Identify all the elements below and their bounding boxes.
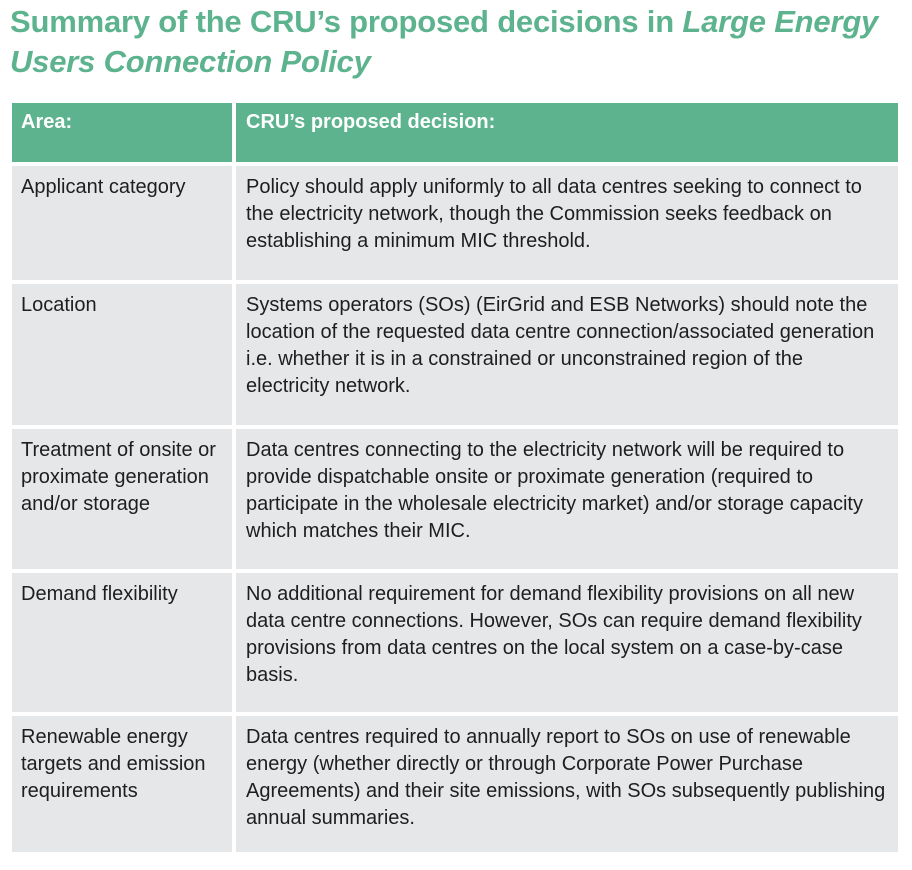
- area-cell: Demand flexibility: [12, 571, 234, 714]
- table-header-row: [12, 103, 898, 164]
- decision-cell: No additional requirement for demand flexibility provisions on all new data centre connections. However, SOs can require demand flexibility provisions from data centres on the local system on a case-by-case basis.: [234, 571, 898, 714]
- area-cell: Treatment of onsite or proximate generation and/or storage: [12, 427, 234, 571]
- title-text: Summary of the CRU’s proposed decisions in: [10, 4, 683, 39]
- table-row: [12, 282, 898, 427]
- decisions-table: [12, 103, 898, 852]
- page-title: [10, 2, 900, 82]
- decision-cell: Policy should apply uniformly to all data centres seeking to connect to the electricity network, though the Commission seeks feedback on establishing a minimum MIC threshold.: [234, 164, 898, 282]
- table-row: [12, 571, 898, 714]
- table-row: [12, 164, 898, 282]
- decision-cell: Data centres required to annually report to SOs on use of renewable energy (whether directly or through Corporate Power Purchase Agreements) and their site emissions, with SOs subsequently publishing annual summaries.: [234, 714, 898, 852]
- area-cell: Location: [12, 282, 234, 427]
- decision-cell: Systems operators (SOs) (EirGrid and ESB Networks) should note the location of the requested data centre connection/associated generation i.e. whether it is in a constrained or unconstrained region of the electricity network.: [234, 282, 898, 427]
- area-cell: Applicant category: [12, 164, 234, 282]
- table-row: [12, 427, 898, 571]
- decision-column-header: CRU’s proposed decision:: [234, 103, 898, 164]
- decision-cell: Data centres connecting to the electricity network will be required to provide dispatchable onsite or proximate generation (required to participate in the wholesale electricity market) and/or storage capacity which matches their MIC.: [234, 427, 898, 571]
- area-cell: Renewable energy targets and emission requirements: [12, 714, 234, 852]
- table-row: [12, 714, 898, 852]
- area-column-header: Area:: [12, 103, 234, 164]
- title-policy-name: Large Energy Users Connection Policy: [10, 4, 879, 79]
